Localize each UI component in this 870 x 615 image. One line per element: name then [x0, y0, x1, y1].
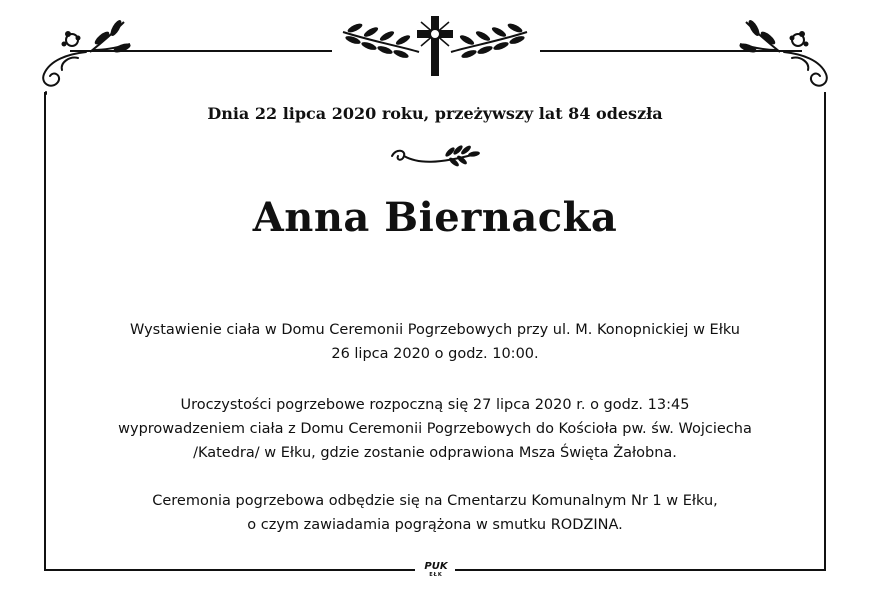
- paragraph-line: wyprowadzeniem ciała z Domu Ceremonii Pogrzebowych do Kościoła pw. św. Wojciecha: [118, 421, 752, 437]
- paragraph-line: o czym zawiadamia pogrążona w smutku RODZINA.: [247, 517, 623, 533]
- paragraph-line: Uroczystości pogrzebowe rozpoczną się 27 lipca 2020 r. o godz. 13:45: [180, 397, 690, 413]
- frame-bottom-border-left: [44, 569, 415, 571]
- burial-paragraph: [60, 489, 810, 537]
- deceased-name: Anna Biernacka: [252, 194, 618, 241]
- paragraph-line: Ceremonia pogrzebowa odbędzie się na Cmentarzu Komunalnym Nr 1 w Ełku,: [152, 493, 718, 509]
- paragraph-line: /Katedra/ w Ełku, gdzie zostanie odprawiona Msza Święta Żałobna.: [193, 445, 677, 461]
- frame-left-border: [44, 92, 46, 570]
- cross-with-laurel-icon: [335, 12, 535, 80]
- floral-corner-right-icon: [732, 14, 832, 94]
- logo-sub-text: EŁK: [429, 572, 443, 578]
- paragraph-line: 26 lipca 2020 o godz. 10:00.: [331, 346, 539, 362]
- ceremony-paragraph: [60, 393, 810, 465]
- logo-main-text: PUK: [424, 561, 448, 572]
- viewing-paragraph: [60, 318, 810, 366]
- frame-right-border: [824, 92, 826, 570]
- floral-divider-icon: [388, 142, 484, 170]
- paragraph-line: Wystawienie ciała w Domu Ceremonii Pogrzebowych przy ul. M. Konopnickiej w Ełku: [130, 322, 740, 338]
- floral-corner-left-icon: [38, 14, 138, 94]
- puk-logo: [418, 562, 454, 578]
- frame-bottom-border-right: [455, 569, 826, 571]
- intro-line: Dnia 22 lipca 2020 roku, przeżywszy lat 84 odeszła: [207, 104, 663, 123]
